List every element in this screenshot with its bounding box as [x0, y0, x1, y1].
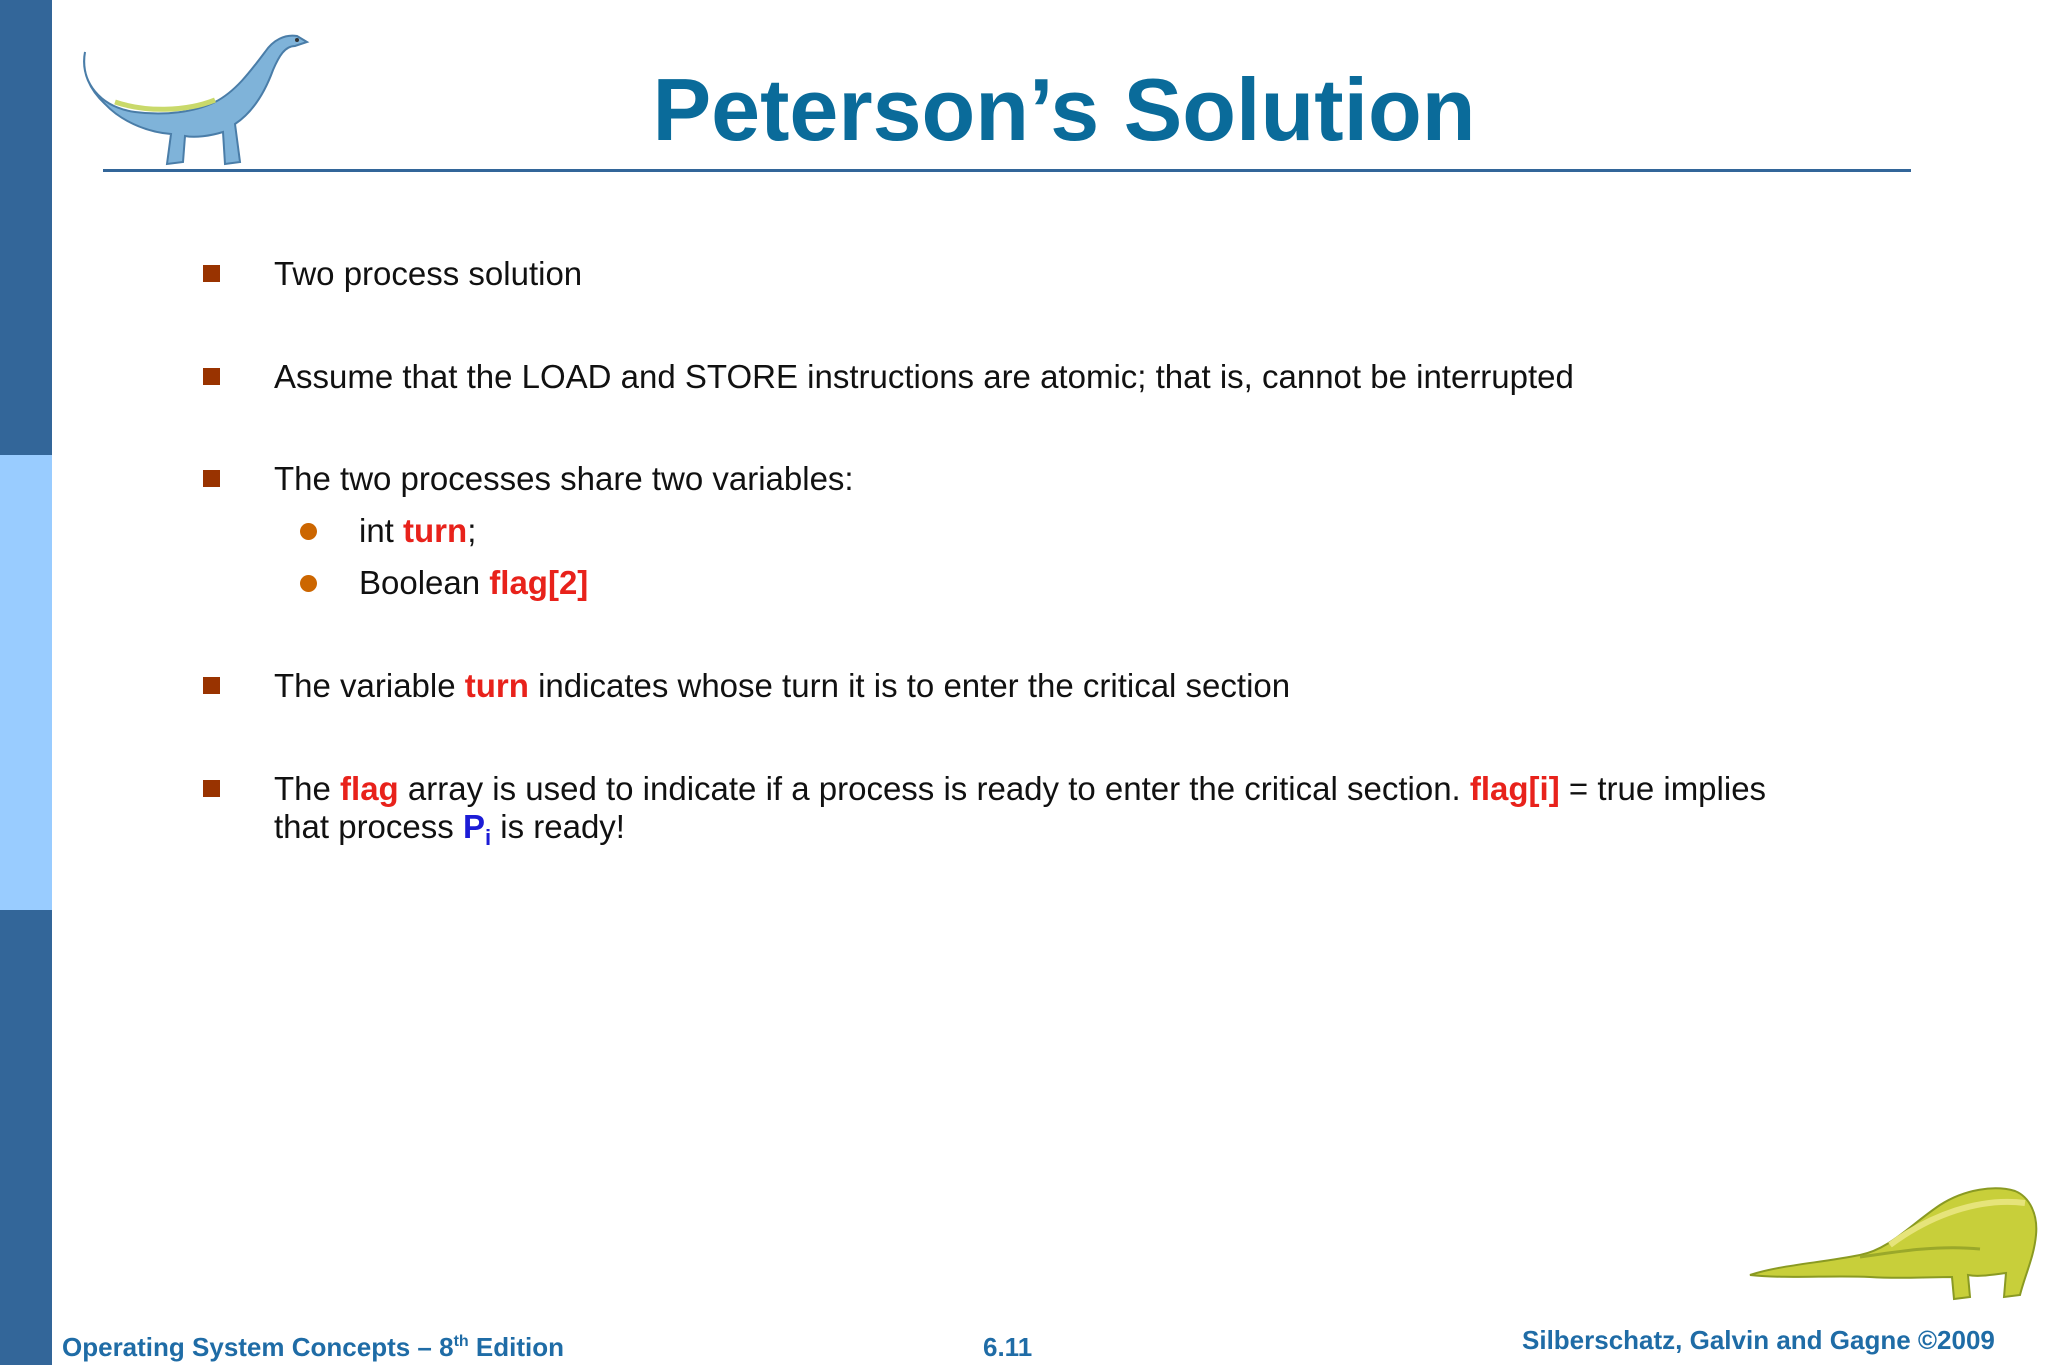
sub-bullet-text: ; — [467, 512, 477, 549]
sidebar-bottom-band — [0, 910, 52, 1365]
bullet-text-part: The variable — [274, 667, 465, 704]
left-sidebar — [0, 0, 52, 1365]
bullet-text — [274, 667, 1290, 705]
keyword-turn: turn — [403, 512, 468, 549]
footer-authors: Silberschatz, Galvin and Gagne ©2009 — [1522, 1325, 1995, 1355]
sidebar-top-band — [0, 0, 52, 455]
bullet-text: Assume that the LOAD and STORE instructions are atomic; that is, cannot be interrupted — [274, 358, 1574, 395]
bullet-text-part: indicates whose turn it is to enter the critical section — [528, 667, 1291, 704]
footer-text-part: Operating System Concepts – 8 — [62, 1332, 454, 1362]
round-bullet-icon — [300, 523, 317, 540]
bullet-text-part: is ready! — [491, 808, 625, 845]
keyword-flag-array: flag[2] — [489, 564, 589, 601]
bullet-text-part: = true implies — [1559, 770, 1767, 807]
square-bullet-icon — [203, 780, 220, 797]
bullet-text-line2 — [274, 808, 625, 857]
round-bullet-icon — [300, 575, 317, 592]
sub-bullet-text: int — [359, 512, 404, 549]
square-bullet-icon — [203, 470, 220, 487]
bullet-text-part: that process — [274, 808, 463, 845]
sub-bullet-turn — [359, 512, 476, 550]
title-divider — [103, 169, 1911, 172]
sub-bullet-flag — [359, 564, 588, 602]
keyword-turn: turn — [464, 667, 529, 704]
footer-page-number: 6.11 — [983, 1332, 1033, 1362]
keyword-process-subscript: i — [484, 825, 492, 850]
bullet-text-part: array is used to indicate if a process is ready to enter the critical section. — [398, 770, 1470, 807]
bullet-text: The two processes share two variables: — [274, 460, 854, 497]
slide-title: Peterson’s Solution — [652, 60, 1476, 159]
keyword-process-p: P — [462, 808, 485, 845]
sub-bullet-text: Boolean — [359, 564, 490, 601]
bullet-text: Two process solution — [274, 255, 583, 292]
sidebar-middle-band — [0, 455, 52, 910]
square-bullet-icon — [203, 677, 220, 694]
bullet-text-part: The — [274, 770, 341, 807]
dinosaur-logo-bottom-icon — [1740, 1165, 2040, 1305]
footer-text-part: Edition — [468, 1332, 564, 1362]
footer-book-title — [62, 1332, 564, 1363]
footer-superscript: th — [453, 1333, 469, 1350]
square-bullet-icon — [203, 265, 220, 282]
square-bullet-icon — [203, 368, 220, 385]
keyword-flag: flag — [340, 770, 399, 807]
keyword-flag-i: flag[i] — [1469, 770, 1560, 807]
dinosaur-logo-top-icon — [75, 12, 315, 172]
bullet-text — [274, 770, 1766, 808]
